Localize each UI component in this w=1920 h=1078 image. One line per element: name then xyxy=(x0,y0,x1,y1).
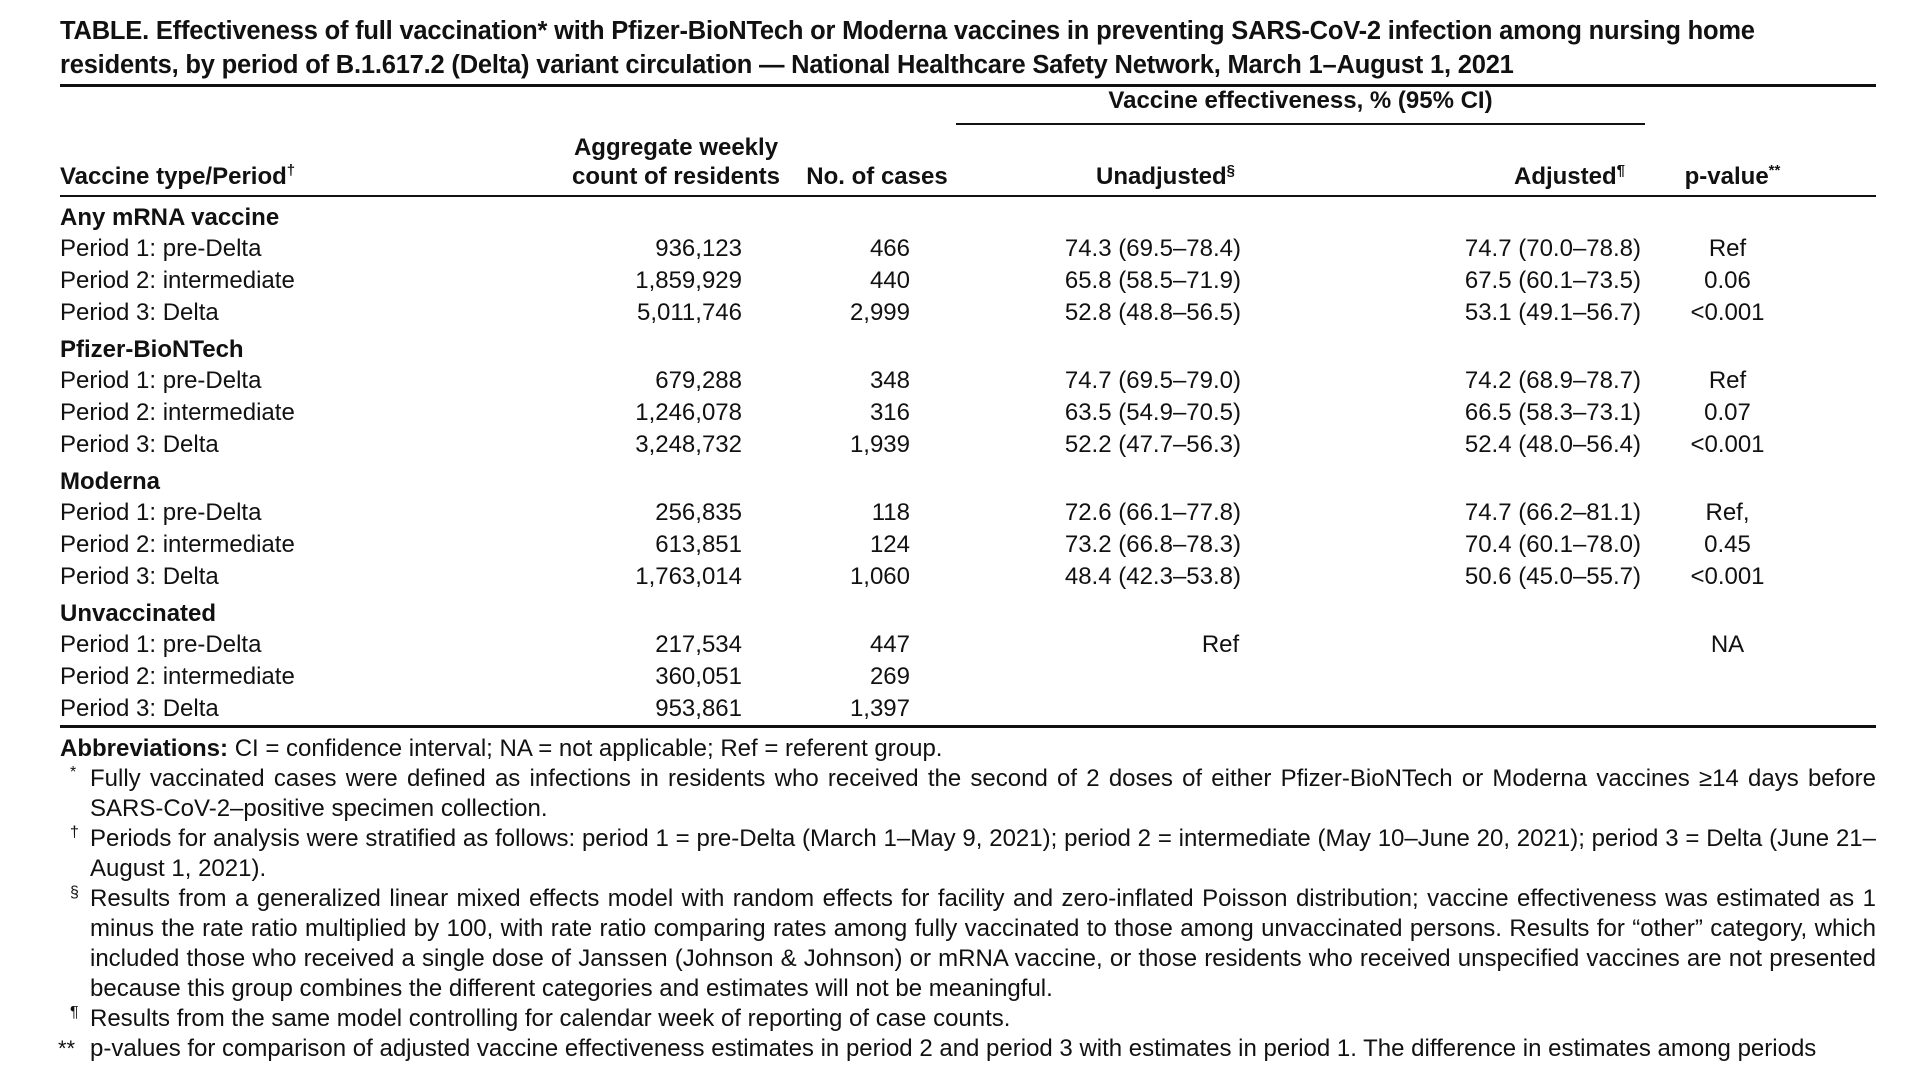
group-label: Pfizer-BioNTech xyxy=(60,336,244,363)
unadjusted-ve-cell: 63.5 (54.9–70.5) xyxy=(1064,399,1241,426)
unadjusted-ve-cell: 48.4 (42.3–53.8) xyxy=(1064,563,1241,590)
adjusted-ve-cell: 74.2 (68.9–78.7) xyxy=(1464,367,1641,394)
document-page xyxy=(60,14,1876,1064)
pvalue-cell xyxy=(1649,661,1876,693)
table-body xyxy=(60,196,1876,727)
table-row xyxy=(60,265,1876,297)
cases-cell: 1,939 xyxy=(849,431,910,458)
pvalue-cell: 0.45 xyxy=(1704,531,1751,558)
adjusted-ve-cell: 74.7 (70.0–78.8) xyxy=(1464,235,1641,262)
vaccine-effectiveness-table xyxy=(60,87,1876,728)
aggregate-cell: 1,859,929 xyxy=(635,267,742,294)
pvalue-cell: <0.001 xyxy=(1690,563,1765,590)
table-row xyxy=(60,661,1876,693)
abbreviations-note: Abbreviations: CI = confidence interval; NA = not applicable; Ref = referent group. xyxy=(60,735,943,762)
pvalue-cell: <0.001 xyxy=(1690,299,1765,326)
pvalue-cell: <0.001 xyxy=(1690,431,1765,458)
aggregate-cell: 5,011,746 xyxy=(637,299,742,326)
footnote-text: Fully vaccinated cases were defined as infections in residents who received the second of 2 doses of either Pfizer-BioNTech or Moderna vaccines ≥14 days before SARS-CoV-2–positive specimen collection. xyxy=(90,765,1876,822)
footnote xyxy=(60,764,1876,824)
cases-cell: 466 xyxy=(869,235,910,262)
unadjusted-ve-cell: 65.8 (58.5–71.9) xyxy=(1064,267,1241,294)
unadjusted-ve-cell: 72.6 (66.1–77.8) xyxy=(1064,499,1241,526)
unadjusted-ve-cell: 74.7 (69.5–79.0) xyxy=(1064,367,1241,394)
pvalue-cell xyxy=(1649,693,1876,727)
period-cell: Period 2: intermediate xyxy=(60,267,295,294)
col-header-vaccine: Vaccine type/Period† xyxy=(60,162,296,190)
table-row xyxy=(60,397,1876,429)
group-label: Unvaccinated xyxy=(60,600,217,627)
table-row xyxy=(60,297,1876,329)
aggregate-cell: 1,246,078 xyxy=(635,399,742,426)
adjusted-ve-cell: 67.5 (60.1–73.5) xyxy=(1464,267,1641,294)
header-group-row xyxy=(60,87,1876,133)
col-header-aggregate: Aggregate weekly count of residents xyxy=(571,134,781,190)
col-header-unadjusted: Unadjusted§ xyxy=(1095,162,1236,190)
period-cell: Period 3: Delta xyxy=(60,431,219,458)
aggregate-cell: 953,861 xyxy=(550,693,802,727)
period-cell: Period 2: intermediate xyxy=(60,531,295,558)
aggregate-cell: 3,248,732 xyxy=(635,431,742,458)
unadjusted-ve-cell: 52.2 (47.7–56.3) xyxy=(1064,431,1241,458)
col-header-cases: No. of cases xyxy=(806,163,948,190)
unadjusted-ve-cell: 52.8 (48.8–56.5) xyxy=(1064,299,1241,326)
pvalue-cell: 0.06 xyxy=(1704,267,1751,294)
group-label: Moderna xyxy=(60,468,161,495)
period-cell: Period 1: pre-Delta xyxy=(60,631,262,658)
period-cell: Period 2: intermediate xyxy=(60,399,295,426)
cases-cell: 2,999 xyxy=(849,299,910,326)
aggregate-cell: 936,123 xyxy=(655,235,742,262)
aggregate-cell: 679,288 xyxy=(655,367,742,394)
cases-cell: 316 xyxy=(869,399,910,426)
cases-cell: 447 xyxy=(869,631,910,658)
footnote-text: Results from the same model controlling for calendar week of reporting of case counts. xyxy=(90,1005,1011,1032)
adjusted-ve-cell: 70.4 (60.1–78.0) xyxy=(1464,531,1641,558)
adjusted-ve-cell: 52.4 (48.0–56.4) xyxy=(1464,431,1641,458)
adjusted-ve-cell xyxy=(1379,629,1649,661)
aggregate-cell: 360,051 xyxy=(655,663,742,690)
group-row xyxy=(60,461,1876,497)
footnote xyxy=(60,1034,1876,1064)
period-cell: Period 3: Delta xyxy=(60,299,219,326)
footnote-text: Periods for analysis were stratified as follows: period 1 = pre-Delta (March 1–May 9, 2021); period 2 = intermediate (May 10–June 20, 2021); period 3 = Delta (June 21–August 1, 2021). xyxy=(90,825,1876,882)
table-row xyxy=(60,233,1876,265)
adjusted-ve-cell: 66.5 (58.3–73.1) xyxy=(1464,399,1641,426)
table-row xyxy=(60,629,1876,661)
aggregate-cell: 256,835 xyxy=(655,499,742,526)
pvalue-cell: 0.07 xyxy=(1704,399,1751,426)
table-notes xyxy=(60,734,1876,1064)
footnote-mark: ** xyxy=(58,1036,76,1061)
aggregate-cell: 217,534 xyxy=(655,631,742,658)
adjusted-ve-cell xyxy=(1379,693,1649,727)
table-row xyxy=(60,529,1876,561)
col-header-adjusted: Adjusted¶ xyxy=(1513,162,1625,190)
aggregate-cell: 1,763,014 xyxy=(635,563,742,590)
cases-cell: 124 xyxy=(869,531,910,558)
unadjusted-ve-cell: Ref xyxy=(1201,631,1240,658)
cases-cell: 1,060 xyxy=(849,563,910,590)
footnote xyxy=(60,884,1876,1004)
ve-group-header: Vaccine effectiveness, % (95% CI) xyxy=(952,87,1649,133)
group-row xyxy=(60,329,1876,365)
group-row xyxy=(60,593,1876,629)
footnote-mark: † xyxy=(70,824,79,841)
cases-cell: 440 xyxy=(869,267,910,294)
footnote-text: p-values for comparison of adjusted vaccine effectiveness estimates in period 2 and period 3 with estimates in period 1. The difference in estimates among periods xyxy=(90,1035,1817,1062)
column-header-row xyxy=(60,133,1876,196)
group-row xyxy=(60,196,1876,233)
pvalue-cell: Ref xyxy=(1708,235,1747,262)
footnote xyxy=(60,824,1876,884)
unadjusted-ve-cell xyxy=(952,661,1379,693)
table-row xyxy=(60,693,1876,727)
footnote-mark: § xyxy=(70,884,79,901)
adjusted-ve-cell: 74.7 (66.2–81.1) xyxy=(1464,499,1641,526)
footnote-text: Results from a generalized linear mixed effects model with random effects for facility and zero-inflated Poisson distribution; vaccine effectiveness was estimated as 1 minus the rate ratio multiplied by 100, with rate ratio comparing rates among fully vaccinated to those among unvaccinated persons. Results for “other” category, which included those who received a single dose of Janssen (Johnson & Johnson) or mRNA vaccine, or those residents who received unspecified vaccines are not presented because this group combines the different categories and estimates will not be meaningful. xyxy=(90,885,1876,1002)
pvalue-cell: NA xyxy=(1710,631,1745,658)
period-cell: Period 2: intermediate xyxy=(60,663,295,690)
period-cell: Period 1: pre-Delta xyxy=(60,499,262,526)
adjusted-ve-cell: 53.1 (49.1–56.7) xyxy=(1464,299,1641,326)
unadjusted-ve-cell: 73.2 (66.8–78.3) xyxy=(1064,531,1241,558)
table-row xyxy=(60,365,1876,397)
table-row xyxy=(60,429,1876,461)
footnote-mark: ¶ xyxy=(70,1004,79,1021)
period-cell: Period 1: pre-Delta xyxy=(60,367,262,394)
adjusted-ve-cell xyxy=(1379,661,1649,693)
pvalue-cell: Ref, xyxy=(1705,499,1750,526)
table-row xyxy=(60,561,1876,593)
period-cell: Period 3: Delta xyxy=(60,693,550,727)
cases-cell: 118 xyxy=(871,499,910,526)
cases-cell: 348 xyxy=(869,367,910,394)
group-label: Any mRNA vaccine xyxy=(60,204,280,231)
pvalue-cell: Ref xyxy=(1708,367,1747,394)
aggregate-cell: 613,851 xyxy=(655,531,742,558)
cases-cell: 269 xyxy=(869,663,910,690)
unadjusted-ve-cell xyxy=(952,693,1379,727)
adjusted-ve-cell: 50.6 (45.0–55.7) xyxy=(1464,563,1641,590)
footnote-mark: * xyxy=(70,764,77,781)
table-row xyxy=(60,497,1876,529)
unadjusted-ve-cell: 74.3 (69.5–78.4) xyxy=(1064,235,1241,262)
col-header-pvalue: p-value** xyxy=(1684,162,1781,190)
period-cell: Period 1: pre-Delta xyxy=(60,235,262,262)
footnote xyxy=(60,1004,1876,1034)
period-cell: Period 3: Delta xyxy=(60,563,219,590)
table-title: TABLE. Effectiveness of full vaccination* with Pfizer-BioNTech or Moderna vaccines in preventing SARS-CoV-2 infection among nursing home residents, by period of B.1.617.2 (Delta) variant circulation — National Healthcare Safety Network, March 1–August 1, 2021 xyxy=(60,14,1876,87)
cases-cell: 1,397 xyxy=(802,693,952,727)
